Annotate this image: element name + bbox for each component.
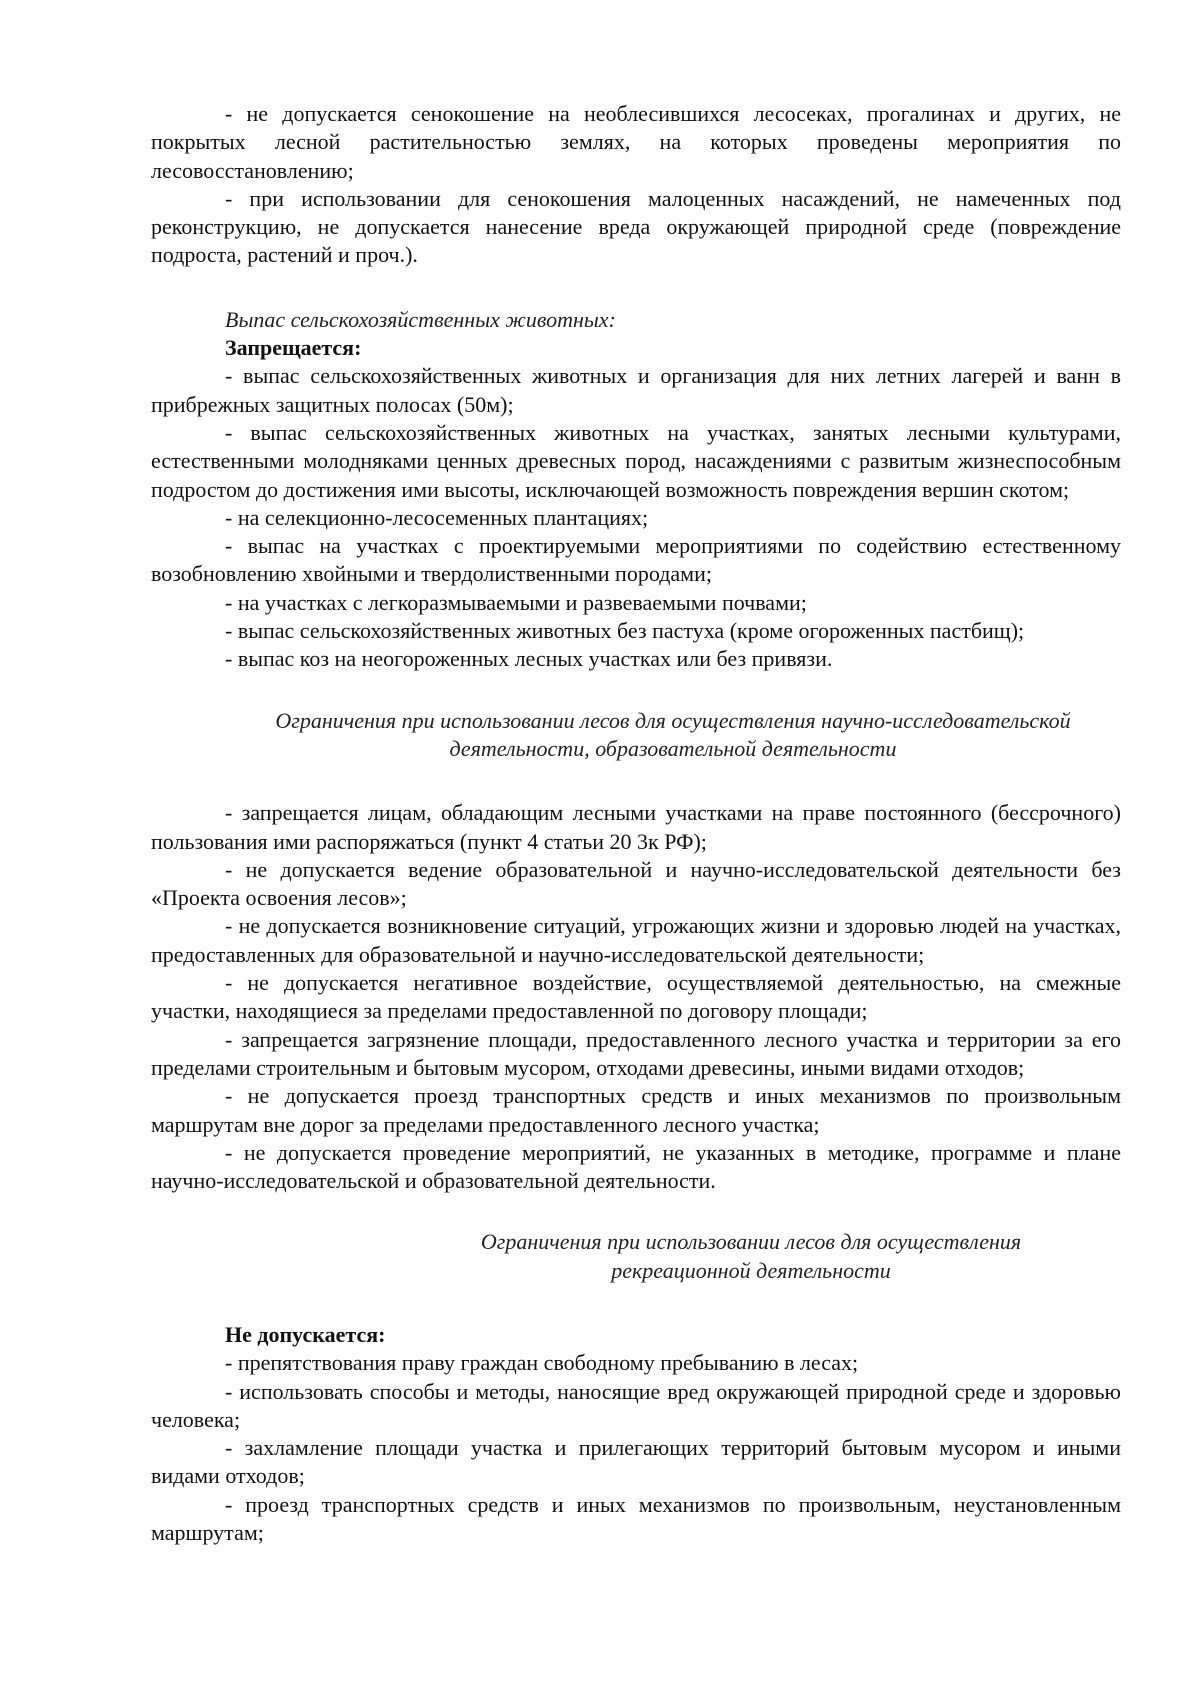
grazing-item: - выпас сельскохозяйственных животных и организация для них летних лагерей и ванн в прибрежных защитных полосах (50м); [151, 363, 1121, 417]
grazing-item: - выпас на участках с проектируемыми мероприятиями по содействию естественному возобновлению хвойными и твердолиственными породами; [151, 533, 1121, 587]
science-section-title-line1: Ограничения при использовании лесов для осуществления научно-исследовательской [275, 707, 1071, 733]
science-item: - не допускается проведение мероприятий, не указанных в методике, программе и плане научно-исследовательской и образовательной деятельности. [151, 1139, 1121, 1194]
recreation-prohibited-label: Не допускается: [225, 1321, 386, 1347]
science-item: - не допускается ведение образовательной и научно-исследовательской деятельности без «Проекта освоения лесов»; [151, 856, 1121, 911]
science-item: - запрещается лицам, обладающим лесными участками на праве постоянного (бессрочного) пользования ими распоряжаться (пункт 4 статьи 20 3к РФ); [151, 800, 1121, 854]
spacer [151, 270, 1121, 306]
paragraph-haymaking-2: - при использовании для сенокошения малоценных насаждений, не намеченных под реконструкцию, не допускается нанесение вреда окружающей природной среде (повреждение подроста, растений и проч.). [151, 185, 1121, 268]
grazing-prohibited-label: Запрещается: [225, 335, 362, 361]
science-item: - не допускается проезд транспортных средств и иных механизмов по произвольным маршрутам вне дорог за пределами предоставленного лесного участка; [151, 1083, 1121, 1137]
recreation-section-title-line2: рекреационной деятельности [611, 1257, 891, 1283]
spacer [151, 674, 1121, 707]
recreation-item: - проезд транспортных средств и иных механизмов по произвольным, неустановленным маршрутам; [151, 1491, 1121, 1546]
science-item: - не допускается возникновение ситуаций, угрожающих жизни и здоровью людей на участках, предоставленных для образовательной и научно-исследовательской деятельности; [151, 913, 1121, 967]
document-page [151, 100, 1121, 1547]
grazing-title: Выпас сельскохозяйственных животных: [225, 306, 616, 332]
grazing-item: - на селекционно-лесосеменных плантациях; [225, 504, 649, 530]
grazing-item: - на участках с легкоразмываемыми и развеваемыми почвами; [225, 589, 807, 615]
recreation-item: - использовать способы и методы, наносящие вред окружающей природной среде и здоровью человека; [151, 1378, 1121, 1432]
paragraph-haymaking-1: - не допускается сенокошение на необлесившихся лесосеках, прогалинах и других, не покрытых лесной растительностью землях, на которых проведены мероприятия по лесовосстановлению; [151, 101, 1121, 183]
spacer [151, 763, 1121, 799]
spacer [151, 1285, 1121, 1321]
science-item: - запрещается загрязнение площади, предоставленного лесного участка и территории за его пределами строительным и бытовым мусором, отходами древесины, иными видами отходов; [151, 1026, 1121, 1080]
spacer [151, 1195, 1121, 1228]
grazing-item: - выпас коз на неогороженных лесных участках или без привязи. [225, 646, 833, 672]
recreation-item: - препятствования праву граждан свободному пребыванию в лесах; [225, 1350, 859, 1376]
science-item: - не допускается негативное воздействие, осуществляемой деятельностью, на смежные участки, находящиеся за пределами предоставленной по договору площади; [151, 970, 1121, 1024]
recreation-item: - захламление площади участка и прилегающих территорий бытовым мусором и иными видами отходов; [151, 1435, 1121, 1489]
grazing-item: - выпас сельскохозяйственных животных без пастуха (кроме огороженных пастбищ); [225, 618, 1025, 644]
recreation-section-title-line1: Ограничения при использовании лесов для осуществления [480, 1229, 1022, 1255]
science-section-title-line2: деятельности, образовательной деятельности [449, 735, 897, 761]
grazing-item: - выпас сельскохозяйственных животных на участках, занятых лесными культурами, естественными молодняками ценных древесных пород, насаждениями с развитым жизнеспособным подростом до достижения ими высоты, исключающей возможность повреждения вершин скотом; [151, 419, 1121, 502]
